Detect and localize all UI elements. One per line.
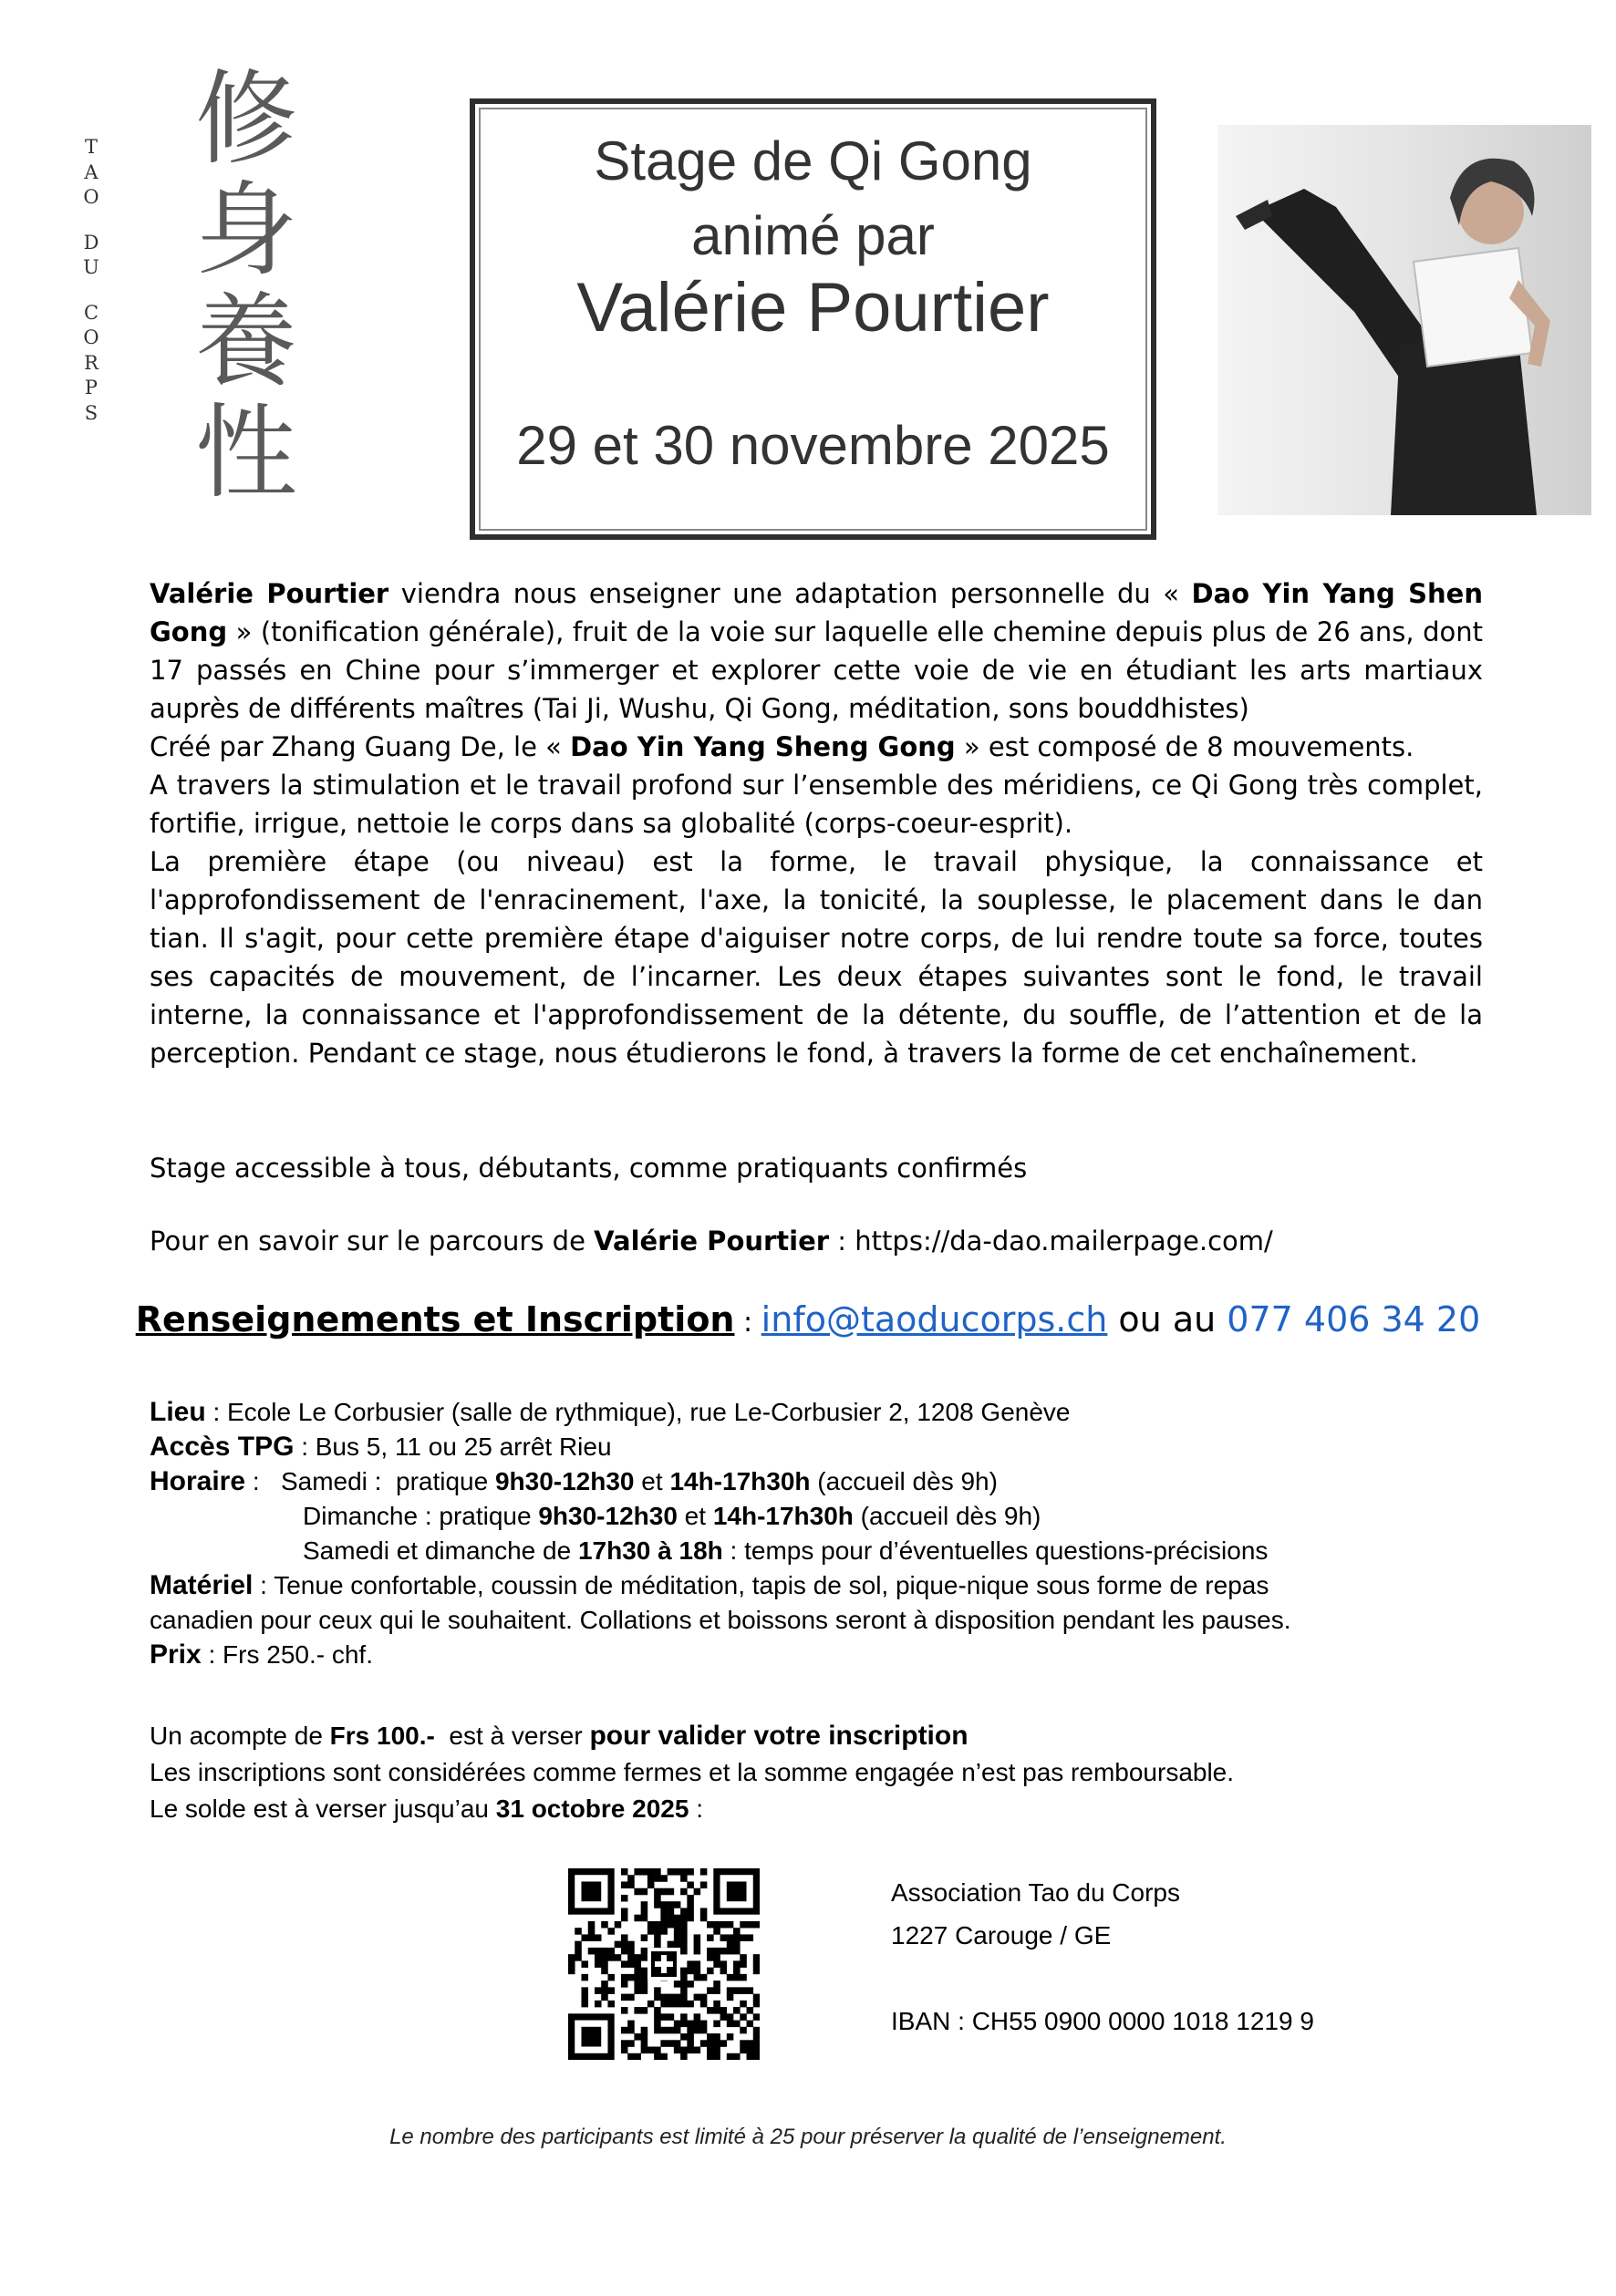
- calligraphy-char: 養: [195, 283, 297, 401]
- intro-paragraph-1: [150, 574, 1483, 728]
- text-span: et: [677, 1502, 713, 1530]
- info-acces: [150, 1430, 1499, 1464]
- text-span: » (tonification générale), fruit de la voie sur laquelle elle chemine depuis plus de 26 ans, dont 17 passés en Chine pour s’immerger et explorer cette voie de vie en étudiant les arts martiaux auprès de différents maîtres (Tai Ji, Wushu, Qi Gong, méditation, sons bouddhistes): [150, 616, 1483, 724]
- deposit-amount: Frs 100.-: [329, 1722, 435, 1750]
- phone-link[interactable]: 077 406 34 20: [1227, 1299, 1481, 1339]
- time-range: 14h-17h30h: [669, 1467, 811, 1495]
- info-horaire-questions: [150, 1534, 1499, 1568]
- text-span: et: [634, 1467, 670, 1495]
- logo-word-gap: [80, 281, 102, 301]
- logo-letter: R: [84, 351, 98, 374]
- title-frame: [470, 98, 1156, 540]
- time-range: 14h-17h30h: [712, 1502, 854, 1530]
- teacher-photo: [1217, 125, 1591, 515]
- intro-paragraph-3: A travers la stimulation et le travail profond sur l’ensemble des méridiens, ce Qi Gong très complet, fortifie, irrigue, nettoie le corps dans sa globalité (corps-coeur-esprit).: [150, 770, 1483, 839]
- qr-code-image: [568, 1868, 760, 2060]
- contact-heading: Renseignements et Inscription: [135, 1299, 735, 1339]
- calligraphy-logo: [182, 60, 310, 512]
- info-key: Matériel: [150, 1570, 254, 1600]
- text-span: Pour en savoir sur le parcours de: [150, 1226, 595, 1257]
- title-line-2: animé par: [691, 205, 935, 266]
- text-span: » est composé de 8 mouvements.: [955, 731, 1414, 762]
- payment-terms: [150, 1718, 1499, 1827]
- time-range: 9h30-12h30: [494, 1467, 635, 1495]
- title-teacher-name: Valérie Pourtier: [576, 269, 1050, 346]
- practical-info: [150, 1395, 1499, 1672]
- logo-letter: S: [84, 401, 98, 424]
- info-key: Horaire: [150, 1466, 246, 1496]
- intro-paragraph-4: La première étape (ou niveau) est la forme, le travail physique, la connaissance et l'approfondissement de l'enracinement, l'axe, la tonicité, la souplesse, le placement dans le dan tian. Il s'agit, pour cette première étape d'aiguiser notre corps, de lui rendre toute sa force, toutes ses capacités de mouvement, de l’incarner. Les deux étapes suivantes sont le fond, le travail interne, la connaissance et l'approfondissement de la détente, du souffle, de l’attention et de la perception. Pendant ce stage, nous étudierons le fond, à travers la forme de cet enchaînement.: [150, 846, 1483, 1069]
- bank-city: 1227 Carouge / GE: [891, 1921, 1112, 1950]
- balance-date: 31 octobre 2025: [495, 1794, 689, 1823]
- deposit-note: pour valider votre inscription: [589, 1721, 969, 1751]
- spacer: [891, 1957, 1314, 2000]
- email-link[interactable]: info@taoducorps.ch: [761, 1299, 1108, 1339]
- calligraphy-char: 性: [195, 394, 297, 512]
- title-line-1: Stage de Qi Gong: [594, 130, 1032, 191]
- time-range: 17h30 à 18h: [577, 1536, 723, 1565]
- parcours-url: : https://da-dao.mailerpage.com/: [829, 1226, 1273, 1257]
- logo-letter: O: [83, 186, 99, 208]
- info-prix: [150, 1638, 1499, 1672]
- info-value: : Samedi : pratique: [245, 1467, 495, 1495]
- accessible-note: Stage accessible à tous, débutants, comme pratiquants confirmés: [150, 1153, 1028, 1184]
- bank-iban: IBAN : CH55 0900 0000 1018 1219 9: [891, 2007, 1314, 2035]
- text-span: viendra nous enseigner une adaptation personnelle du «: [388, 578, 1192, 609]
- intro-text: [150, 574, 1483, 1072]
- logo-letter: A: [84, 160, 98, 183]
- info-key: Prix: [150, 1639, 202, 1670]
- payment-deposit: [150, 1718, 1499, 1754]
- logo-letter: U: [83, 256, 99, 278]
- style-name: Dao Yin Yang Sheng Gong: [570, 731, 956, 762]
- info-key: Lieu: [150, 1397, 206, 1427]
- logo-word-gap: [80, 211, 102, 231]
- text-span: :: [734, 1307, 761, 1339]
- text-span: :: [689, 1794, 704, 1823]
- text-span: Créé par Zhang Guang De, le «: [150, 731, 571, 762]
- logo-letter: C: [83, 301, 99, 324]
- text-span: est à verser: [434, 1722, 590, 1750]
- text-span: : temps pour d’éventuelles questions-précisions: [722, 1536, 1269, 1565]
- info-horaire-dimanche: [150, 1499, 1499, 1534]
- info-lieu: [150, 1395, 1499, 1430]
- bank-name: Association Tao du Corps: [891, 1878, 1180, 1907]
- info-value: : Tenue confortable, coussin de méditation, tapis de sol, pique-nique sous forme de repas: [253, 1571, 1269, 1599]
- intro-paragraph-2: [150, 728, 1483, 766]
- teacher-name: Valérie Pourtier: [594, 1226, 830, 1257]
- info-value: Dimanche : pratique: [303, 1502, 539, 1530]
- payment-terms-line: Les inscriptions sont considérées comme fermes et la somme engagée n’est pas remboursable.: [150, 1758, 1235, 1786]
- info-materiel: [150, 1568, 1499, 1603]
- info-value: : Bus 5, 11 ou 25 arrêt Rieu: [294, 1432, 612, 1461]
- logo-vertical-letters: [80, 135, 102, 426]
- logo-letter: O: [83, 326, 99, 348]
- teacher-photo-image: [1217, 125, 1591, 515]
- text-span: (accueil dès 9h): [810, 1467, 998, 1495]
- logo-letter: D: [83, 231, 99, 253]
- text-span: Un acompte de: [150, 1722, 330, 1750]
- time-range: 9h30-12h30: [538, 1502, 678, 1530]
- payment-qr-code[interactable]: [568, 1868, 760, 2060]
- style-name: Dao Yin Yang Shen Gong: [150, 578, 1483, 647]
- text-span: Le solde est à verser jusqu’au: [150, 1794, 496, 1823]
- logo-vertical-text: [80, 135, 102, 426]
- calligraphy-char: 修: [195, 60, 297, 179]
- info-value: : Ecole Le Corbusier (salle de rythmique), rue Le-Corbusier 2, 1208 Genève: [205, 1398, 1071, 1426]
- info-materiel-cont: canadien pour ceux qui le souhaitent. Collations et boissons seront à disposition pendant les pauses.: [150, 1606, 1291, 1634]
- contact-line: [0, 1299, 1616, 1339]
- parcours-line: [150, 1222, 1483, 1260]
- teacher-name: Valérie Pourtier: [150, 578, 389, 609]
- info-value: : Frs 250.- chf.: [201, 1640, 373, 1669]
- footer-note: Le nombre des participants est limité à 25 pour préserver la qualité de l’enseignement.: [389, 2125, 1227, 2149]
- info-value: Samedi et dimanche de: [303, 1536, 578, 1565]
- title-date: 29 et 30 novembre 2025: [516, 415, 1110, 476]
- text-span: ou au: [1107, 1299, 1228, 1339]
- payment-balance: [150, 1791, 1499, 1827]
- logo-letter: T: [84, 136, 98, 158]
- calligraphy-char: 身: [195, 171, 297, 290]
- info-key: Accès TPG: [150, 1432, 295, 1462]
- bank-details: [891, 1871, 1314, 2043]
- logo-letter: P: [84, 377, 98, 398]
- info-horaire-samedi: [150, 1464, 1499, 1499]
- text-span: (accueil dès 9h): [853, 1502, 1041, 1530]
